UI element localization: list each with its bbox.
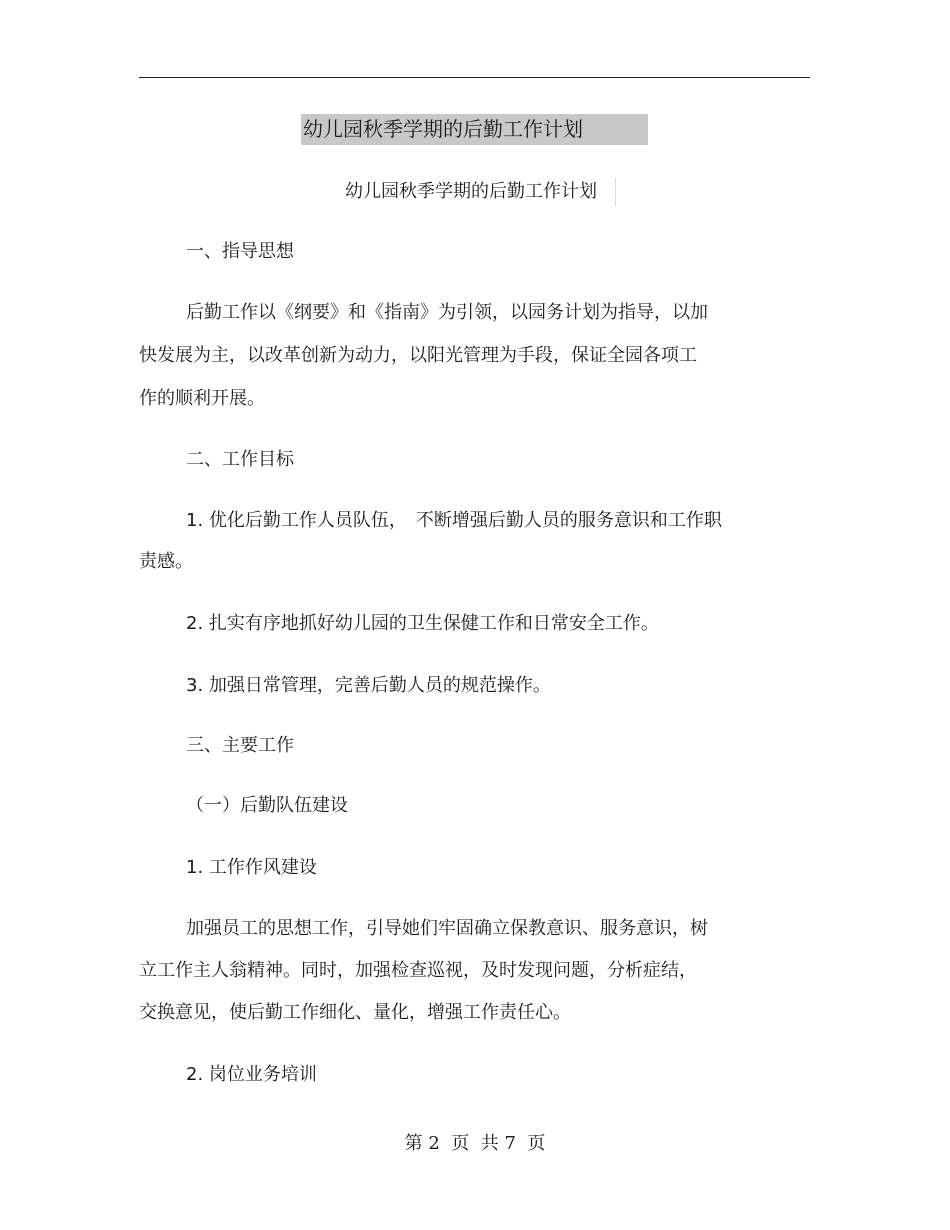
section-heading-goals: 二、工作目标 (186, 449, 294, 470)
list-item-line: 1. 优化后勤工作人员队伍， 不断增强后勤人员的服务意识和工作职 (186, 510, 722, 531)
list-item-line: 3. 加强日常管理，完善后勤人员的规范操作。 (186, 675, 551, 696)
paragraph-line: 作的顺利开展。 (139, 388, 265, 409)
paragraph-line: 立工作主人翁精神。同时，加强检查巡视，及时发现问题，分析症结， (139, 960, 697, 981)
paragraph-line: 加强员工的思想工作，引导她们牢固确立保教意识、服务意识，树 (186, 918, 708, 939)
header-rule (139, 77, 810, 78)
section-heading-main-work: 三、主要工作 (186, 735, 294, 756)
document-title: 幼儿园秋季学期的后勤工作计划 (345, 178, 616, 206)
document-header-title: 幼儿园秋季学期的后勤工作计划 (301, 114, 648, 145)
paragraph-line: 交换意见，使后勤工作细化、量化，增强工作责任心。 (139, 1002, 571, 1023)
item-heading: 2. 岗位业务培训 (186, 1064, 317, 1085)
paragraph-line: 快发展为主，以改革创新为动力，以阳光管理为手段，保证全园各项工 (139, 345, 697, 366)
subsection-heading: （一）后勤队伍建设 (186, 795, 348, 816)
page-number-footer: 第 2 页 共 7 页 (404, 1133, 546, 1154)
item-heading: 1. 工作作风建设 (186, 857, 317, 878)
paragraph-line: 后勤工作以《纲要》和《指南》为引领，以园务计划为指导，以加 (186, 302, 708, 323)
section-heading-guiding-thought: 一、指导思想 (186, 241, 294, 262)
list-item-line: 2. 扎实有序地抓好幼儿园的卫生保健工作和日常安全工作。 (186, 613, 659, 634)
list-item-line: 责感。 (139, 551, 193, 572)
